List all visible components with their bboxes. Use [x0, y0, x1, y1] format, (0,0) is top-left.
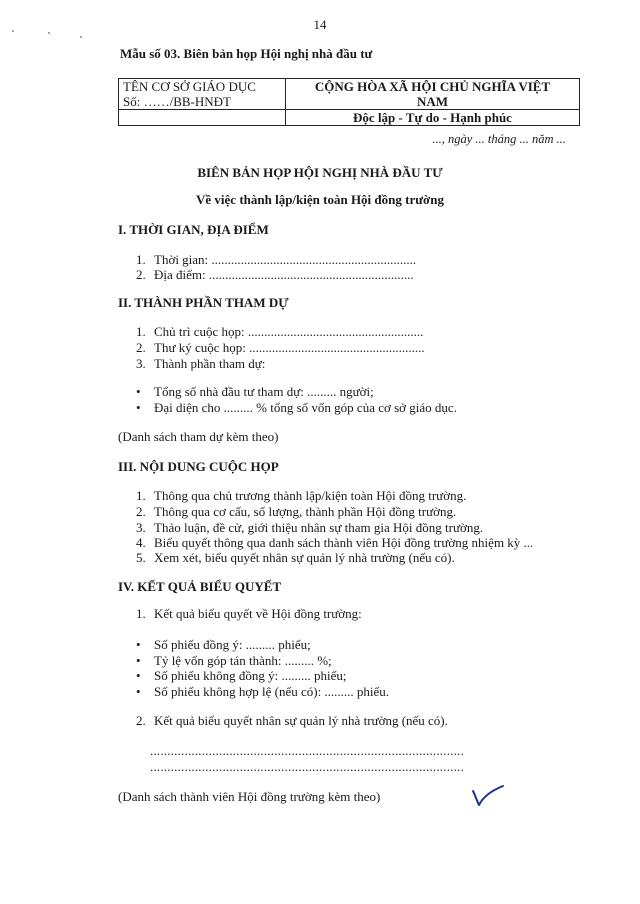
- list-item: 3. Thành phần tham dự:: [136, 356, 266, 371]
- country-name-line2: NAM: [416, 94, 449, 109]
- header-table: [118, 78, 580, 126]
- bullet-item: • Số phiếu không đồng ý: ......... phiếu;: [136, 668, 347, 683]
- country-name-line1: CỘNG HÒA XÃ HỘI CHỦ NGHĨA VIỆT: [314, 79, 551, 94]
- list-item: 1. Chủ trì cuộc họp: ......................................................: [136, 324, 424, 339]
- bullet-item: • Tổng số nhà đầu tư tham dự: ......... người;: [136, 384, 374, 399]
- bullet-icon: •: [136, 384, 141, 399]
- list-item: 4. Biểu quyết thông qua danh sách thành viên Hội đồng trường nhiệm kỳ ...: [136, 535, 534, 550]
- form-title: Mẫu số 03. Biên bản họp Hội nghị nhà đầu tư: [120, 46, 373, 61]
- bullet-icon: •: [136, 684, 141, 699]
- list-item: 2. Thư ký cuộc họp: ......................................................: [136, 340, 425, 355]
- bullet-icon: •: [136, 668, 141, 683]
- list-item: 2. Thông qua cơ cấu, số lượng, thành phần Hội đồng trường.: [136, 504, 457, 519]
- date-line: ..., ngày ... tháng ... năm ...: [432, 132, 566, 146]
- document-title: BIÊN BẢN HỌP HỘI NGHỊ NHÀ ĐẦU TƯ: [197, 165, 443, 180]
- institution-name: TÊN CƠ SỞ GIÁO DỤC: [123, 79, 256, 94]
- bullet-item: • Số phiếu đồng ý: ......... phiếu;: [136, 637, 311, 652]
- bullet-item: • Đại diện cho ......... % tổng số vốn góp của cơ sở giáo dục.: [136, 400, 457, 415]
- list-item: 2. Kết quả biểu quyết nhân sự quản lý nhà trường (nếu có).: [136, 713, 448, 728]
- bullet-icon: •: [136, 653, 141, 668]
- list-item: 5. Xem xét, biểu quyết nhân sự quản lý nhà trường (nếu có).: [136, 550, 455, 565]
- document-number: Số: ……/BB-HNĐT: [123, 94, 231, 109]
- document-subtitle: Về việc thành lập/kiện toàn Hội đồng trường: [196, 192, 444, 207]
- header-left-cell: [119, 79, 286, 110]
- scan-speck: [80, 36, 82, 38]
- blank-fill-line: ...........................................................................................: [150, 743, 464, 758]
- list-item: 3. Thảo luận, đề cử, giới thiệu nhân sự tham gia Hội đồng trường.: [136, 520, 484, 535]
- bullet-icon: •: [136, 637, 141, 652]
- participants-note: (Danh sách tham dự kèm theo): [118, 429, 279, 444]
- bullet-item: • Tỷ lệ vốn góp tán thành: ......... %;: [136, 653, 332, 668]
- section-heading-time-place: I. THỜI GIAN, ĐỊA ĐIỂM: [118, 222, 269, 237]
- motto: Độc lập - Tự do - Hạnh phúc: [286, 110, 580, 126]
- section-heading-participants: II. THÀNH PHẦN THAM DỰ: [118, 295, 289, 310]
- section-heading-voting-results: IV. KẾT QUẢ BIỂU QUYẾT: [118, 579, 282, 594]
- header-right-cell: [286, 79, 580, 110]
- blank-fill-line: ...........................................................................................: [150, 759, 464, 774]
- list-item: 2. Địa điểm: ...............................................................: [136, 267, 414, 282]
- list-item: 1. Thời gian: ...............................................................: [136, 252, 417, 267]
- list-item: 1. Thông qua chủ trương thành lập/kiện toàn Hội đồng trường.: [136, 488, 467, 503]
- council-members-note: (Danh sách thành viên Hội đồng trường kèm theo): [118, 789, 381, 804]
- bullet-icon: •: [136, 400, 141, 415]
- bullet-item: • Số phiếu không hợp lệ (nếu có): ......... phiếu.: [136, 684, 390, 699]
- list-item: 1. Kết quả biểu quyết về Hội đồng trường:: [136, 606, 362, 621]
- page-number: 14: [313, 17, 327, 32]
- section-heading-meeting-content: III. NỘI DUNG CUỘC HỌP: [118, 459, 279, 474]
- header-empty-cell: [119, 110, 286, 126]
- handwritten-checkmark-icon: [470, 783, 506, 809]
